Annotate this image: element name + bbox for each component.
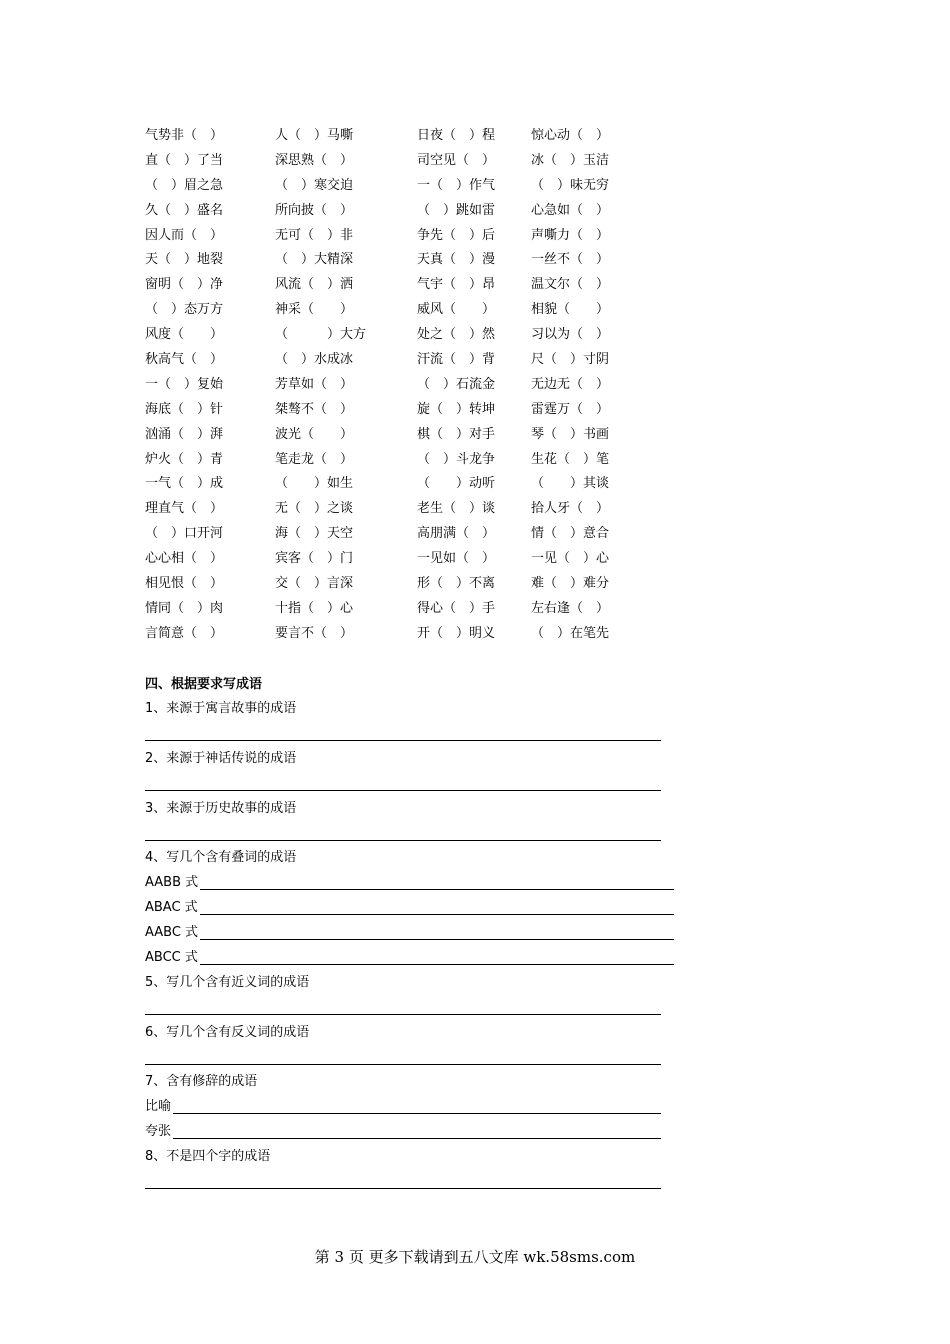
idiom-blank-item: 相貌（ ） bbox=[531, 302, 610, 318]
question-3: 3、来源于历史故事的成语 bbox=[145, 801, 297, 816]
idiom-blank-item: 开（ ）明义 bbox=[417, 625, 496, 641]
idiom-blank-item: 海（ ）天空 bbox=[275, 526, 354, 542]
idiom-blank-item: 所向披（ ） bbox=[275, 202, 354, 218]
idiom-blank-item: 要言不（ ） bbox=[275, 625, 354, 641]
idiom-blank-item: 风流（ ）洒 bbox=[275, 277, 354, 293]
idiom-blank-item: 难（ ）难分 bbox=[531, 576, 610, 592]
idiom-blank-item: 尺（ ）寸阴 bbox=[531, 352, 610, 368]
idiom-blank-item: 理直气（ ） bbox=[145, 501, 224, 517]
rhetoric-metaphor-label: 比喻 bbox=[145, 1099, 172, 1114]
idiom-fill-grid bbox=[145, 124, 705, 647]
idiom-row bbox=[145, 248, 705, 273]
idiom-blank-item: 芳草如（ ） bbox=[275, 376, 354, 392]
idiom-blank-item: 风度（ ） bbox=[145, 327, 224, 343]
question-4: 4、写几个含有叠词的成语 bbox=[145, 850, 297, 865]
idiom-blank-item: （ ）在笔先 bbox=[531, 625, 610, 641]
question-5: 5、写几个含有近义词的成语 bbox=[145, 975, 310, 990]
pattern-aabb-label: AABB 式 bbox=[145, 875, 199, 890]
answer-line-6[interactable] bbox=[145, 1064, 661, 1065]
question-1: 1、来源于寓言故事的成语 bbox=[145, 701, 297, 716]
idiom-blank-item: 言简意（ ） bbox=[145, 625, 224, 641]
idiom-blank-item: 相见恨（ ） bbox=[145, 576, 224, 592]
idiom-row bbox=[145, 224, 705, 249]
pattern-aabc-label: AABC 式 bbox=[145, 925, 199, 940]
idiom-row bbox=[145, 149, 705, 174]
answer-line-metaphor[interactable] bbox=[173, 1113, 661, 1114]
answer-line-abcc[interactable] bbox=[200, 964, 674, 965]
idiom-row bbox=[145, 323, 705, 348]
idiom-row bbox=[145, 423, 705, 448]
idiom-blank-item: 气势非（ ） bbox=[145, 128, 224, 143]
idiom-blank-item: 得心（ ）手 bbox=[417, 600, 496, 616]
idiom-row bbox=[145, 522, 705, 547]
idiom-row bbox=[145, 124, 705, 149]
idiom-blank-item: 司空见（ ） bbox=[417, 152, 496, 168]
idiom-blank-item: 炉火（ ）青 bbox=[145, 451, 224, 467]
answer-line-hyperbole[interactable] bbox=[173, 1138, 661, 1139]
idiom-blank-item: 惊心动（ ） bbox=[531, 128, 610, 143]
idiom-row bbox=[145, 348, 705, 373]
idiom-blank-item: 直（ ）了当 bbox=[145, 152, 224, 168]
idiom-blank-item: 心心相（ ） bbox=[145, 551, 224, 567]
idiom-blank-item: 天（ ）地裂 bbox=[145, 252, 224, 268]
idiom-blank-item: 温文尔（ ） bbox=[531, 277, 610, 293]
idiom-blank-item: 棋（ ）对手 bbox=[417, 426, 496, 442]
idiom-blank-item: 雷霆万（ ） bbox=[531, 401, 610, 417]
idiom-blank-item: 人（ ）马嘶 bbox=[275, 128, 354, 143]
pattern-abcc-label: ABCC 式 bbox=[145, 950, 198, 965]
idiom-blank-item: 天真（ ）漫 bbox=[417, 252, 496, 268]
idiom-row bbox=[145, 547, 705, 572]
idiom-blank-item: 交（ ）言深 bbox=[275, 576, 354, 592]
idiom-blank-item: 久（ ）盛名 bbox=[145, 202, 224, 218]
answer-line-5[interactable] bbox=[145, 1014, 661, 1015]
idiom-row bbox=[145, 622, 705, 647]
idiom-row bbox=[145, 497, 705, 522]
idiom-blank-item: 无边无（ ） bbox=[531, 376, 610, 392]
idiom-blank-item: 日夜（ ）程 bbox=[417, 128, 496, 143]
idiom-blank-item: 窗明（ ）净 bbox=[145, 277, 224, 293]
question-8: 8、不是四个字的成语 bbox=[145, 1149, 271, 1164]
idiom-blank-item: 心急如（ ） bbox=[531, 202, 610, 218]
idiom-blank-item: （ ）石流金 bbox=[417, 376, 496, 392]
idiom-blank-item: 形（ ）不离 bbox=[417, 576, 496, 592]
idiom-blank-item: （ ）斗龙争 bbox=[417, 451, 496, 467]
idiom-blank-item: 气宇（ ）昂 bbox=[417, 277, 496, 293]
idiom-blank-item: （ ）大精深 bbox=[275, 252, 354, 268]
page-footer: 第 3 页 更多下载请到五八文库 wk.58sms.com bbox=[314, 1248, 636, 1266]
idiom-blank-item: 十指（ ）心 bbox=[275, 600, 354, 616]
answer-line-1[interactable] bbox=[145, 740, 661, 741]
answer-line-3[interactable] bbox=[145, 840, 661, 841]
idiom-blank-item: 左右逢（ ） bbox=[531, 600, 610, 616]
idiom-blank-item: （ ）跳如雷 bbox=[417, 202, 496, 218]
idiom-blank-item: 一（ ）复始 bbox=[145, 376, 224, 392]
idiom-blank-item: 一见（ ）心 bbox=[531, 551, 610, 567]
idiom-blank-item: 老生（ ）谈 bbox=[417, 501, 496, 517]
idiom-blank-item: （ ）态万方 bbox=[145, 302, 224, 318]
idiom-blank-item: 声嘶力（ ） bbox=[531, 227, 610, 243]
idiom-row bbox=[145, 174, 705, 199]
idiom-row bbox=[145, 273, 705, 298]
idiom-blank-item: 深思熟（ ） bbox=[275, 152, 354, 168]
idiom-blank-item: 汹涌（ ）湃 bbox=[145, 426, 224, 442]
idiom-blank-item: （ ）大方 bbox=[275, 327, 367, 343]
idiom-blank-item: （ ）眉之急 bbox=[145, 177, 224, 193]
idiom-blank-item: （ ）寒交迫 bbox=[275, 177, 354, 193]
idiom-blank-item: （ ）口开河 bbox=[145, 526, 224, 542]
idiom-row bbox=[145, 597, 705, 622]
question-6: 6、写几个含有反义词的成语 bbox=[145, 1025, 310, 1040]
answer-line-abac[interactable] bbox=[200, 914, 674, 915]
idiom-blank-item: 秋高气（ ） bbox=[145, 352, 224, 368]
idiom-blank-item: （ ）如生 bbox=[275, 476, 354, 492]
idiom-blank-item: 无可（ ）非 bbox=[275, 227, 354, 243]
idiom-row bbox=[145, 448, 705, 473]
idiom-blank-item: （ ）水成冰 bbox=[275, 352, 354, 368]
idiom-blank-item: 无（ ）之谈 bbox=[275, 501, 354, 517]
pattern-abac-label: ABAC 式 bbox=[145, 900, 198, 915]
idiom-blank-item: 桀骜不（ ） bbox=[275, 401, 354, 417]
idiom-blank-item: 处之（ ）然 bbox=[417, 327, 496, 343]
idiom-blank-item: 威风（ ） bbox=[417, 302, 496, 318]
idiom-blank-item: 拾人牙（ ） bbox=[531, 501, 610, 517]
question-2: 2、来源于神话传说的成语 bbox=[145, 751, 297, 766]
idiom-blank-item: （ ）动听 bbox=[417, 476, 496, 492]
idiom-row bbox=[145, 472, 705, 497]
idiom-blank-item: 旋（ ）转坤 bbox=[417, 401, 496, 417]
idiom-blank-item: 一见如（ ） bbox=[417, 551, 496, 567]
section-heading: 四、根据要求写成语 bbox=[145, 677, 263, 692]
idiom-blank-item: 神采（ ） bbox=[275, 302, 354, 318]
idiom-blank-item: 琴（ ）书画 bbox=[531, 426, 610, 442]
answer-line-8[interactable] bbox=[145, 1188, 661, 1189]
idiom-blank-item: 一气（ ）成 bbox=[145, 476, 224, 492]
idiom-blank-item: 海底（ ）针 bbox=[145, 401, 224, 417]
idiom-blank-item: 宾客（ ）门 bbox=[275, 551, 354, 567]
idiom-row bbox=[145, 298, 705, 323]
idiom-blank-item: 一（ ）作气 bbox=[417, 177, 496, 193]
idiom-blank-item: （ ）味无穷 bbox=[531, 177, 610, 193]
idiom-blank-item: 生花（ ）笔 bbox=[531, 451, 610, 467]
answer-line-2[interactable] bbox=[145, 790, 661, 791]
idiom-blank-item: 波光（ ） bbox=[275, 426, 354, 442]
idiom-row bbox=[145, 572, 705, 597]
answer-line-aabb[interactable] bbox=[200, 889, 674, 890]
rhetoric-hyperbole-label: 夸张 bbox=[145, 1124, 172, 1139]
idiom-blank-item: 争先（ ）后 bbox=[417, 227, 496, 243]
idiom-blank-item: 冰（ ）玉洁 bbox=[531, 152, 610, 168]
idiom-blank-item: 因人而（ ） bbox=[145, 227, 224, 243]
idiom-row bbox=[145, 398, 705, 423]
answer-line-aabc[interactable] bbox=[200, 939, 674, 940]
idiom-blank-item: 一丝不（ ） bbox=[531, 252, 610, 268]
idiom-blank-item: 习以为（ ） bbox=[531, 327, 610, 343]
idiom-blank-item: 情（ ）意合 bbox=[531, 526, 610, 542]
idiom-blank-item: （ ）其谈 bbox=[531, 476, 610, 492]
idiom-blank-item: 笔走龙（ ） bbox=[275, 451, 354, 467]
idiom-blank-item: 情同（ ）肉 bbox=[145, 600, 224, 616]
idiom-blank-item: 高朋满（ ） bbox=[417, 526, 496, 542]
idiom-row bbox=[145, 199, 705, 224]
question-7: 7、含有修辞的成语 bbox=[145, 1074, 258, 1089]
idiom-blank-item: 汗流（ ）背 bbox=[417, 352, 496, 368]
idiom-row bbox=[145, 373, 705, 398]
